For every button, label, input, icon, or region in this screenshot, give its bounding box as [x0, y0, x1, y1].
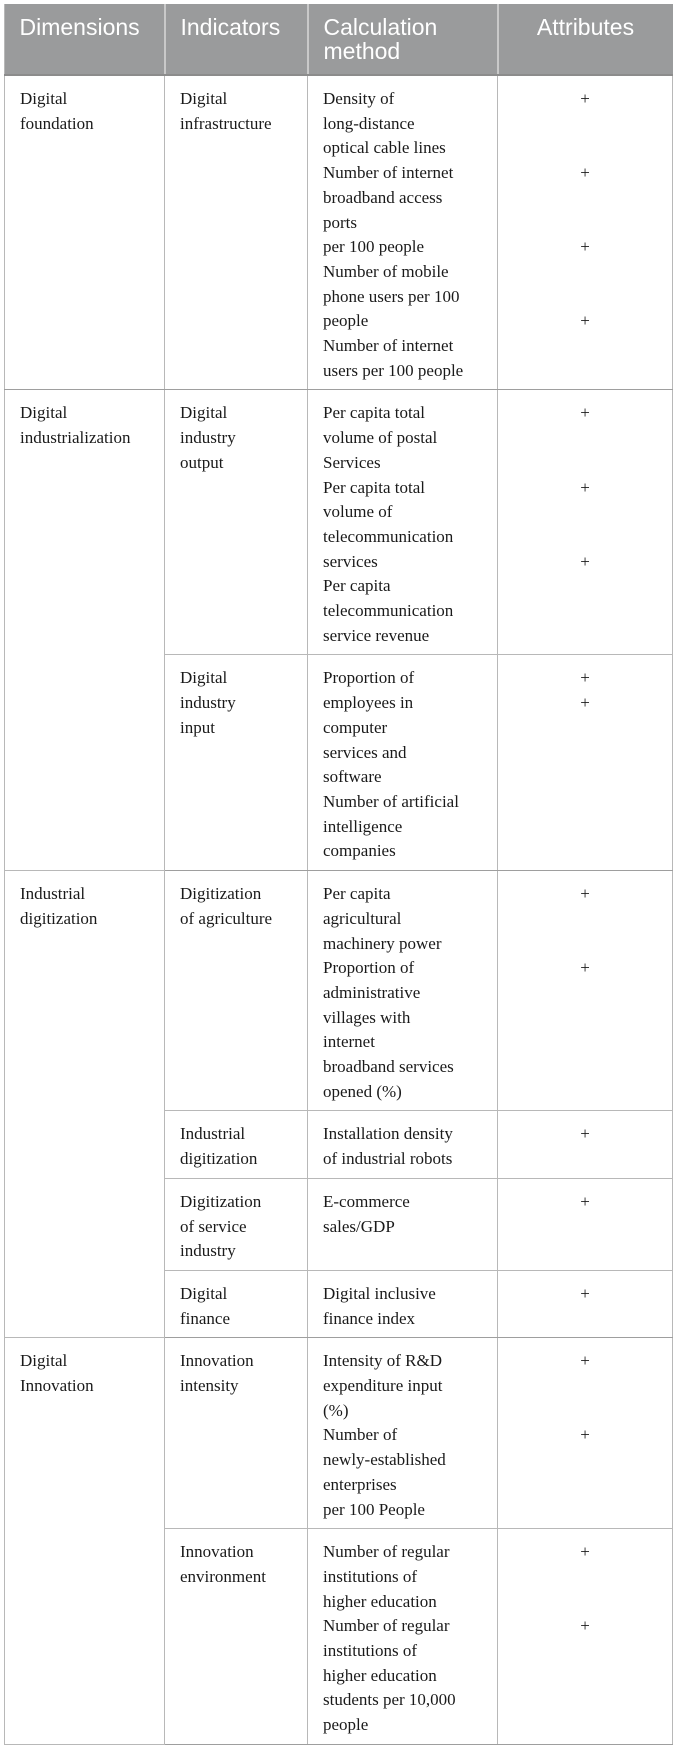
method-text-line: per 100 People — [323, 1499, 425, 1519]
dimension-cell — [5, 75, 165, 390]
attribute-sign: + — [580, 237, 590, 257]
dimension-name-line: Digital — [20, 403, 68, 423]
attributes-cell — [498, 75, 673, 390]
attribute-spacer — [498, 1307, 672, 1332]
method-text-line: newly-established — [323, 1450, 446, 1470]
method-text-line: of industrial robots — [323, 1149, 453, 1169]
attribute-spacer — [498, 359, 672, 384]
method-text-line: villages with — [323, 1007, 411, 1027]
attribute-spacer — [498, 1006, 672, 1031]
indicator-name-line: Digital — [180, 1283, 228, 1303]
attribute-sign: + — [580, 551, 590, 571]
method-text-line: ports — [323, 212, 357, 232]
dimension-name-line: Innovation — [20, 1376, 94, 1396]
method-text-line: Number of regular — [323, 1616, 450, 1636]
method-text-line: users per 100 people — [323, 360, 464, 380]
method-text-line: optical cable lines — [323, 138, 446, 158]
method-text-line: students per 10,000 — [323, 1690, 456, 1710]
method-text-line: Number of regular — [323, 1542, 450, 1562]
indicator-cell — [165, 390, 308, 655]
method-text-line: volume of postal — [323, 428, 438, 448]
attribute-sign: + — [580, 403, 590, 423]
indicator-name-line: industry — [180, 428, 236, 448]
indicator-name-line: of agriculture — [180, 908, 273, 928]
indicator-name-line: Digital — [180, 89, 228, 108]
method-text-line: broadband access — [323, 187, 443, 207]
indicator-name-line: Innovation — [180, 1351, 254, 1371]
attribute-spacer — [498, 1713, 672, 1738]
method-text-line: Density of — [323, 89, 395, 108]
indicator-name-line: industry — [180, 693, 236, 713]
dimension-name-line: foundation — [20, 113, 94, 133]
attribute-spacer — [498, 1374, 672, 1399]
method-text-line: telecommunication — [323, 526, 454, 546]
attribute-spacer — [498, 981, 672, 1006]
attributes-cell — [498, 1270, 673, 1337]
method-text-line: employees in — [323, 693, 414, 713]
method-text-line: Per capita — [323, 884, 391, 904]
indicator-name-line: Digital — [180, 668, 228, 688]
attributes-cell — [498, 1338, 673, 1529]
table-header — [5, 4, 673, 75]
method-text-line: sales/GDP — [323, 1216, 395, 1236]
method-text-line: administrative — [323, 982, 421, 1002]
attribute-sign: + — [580, 1283, 590, 1303]
method-text-line: Number of internet — [323, 336, 454, 356]
attribute-sign: + — [580, 884, 590, 904]
method-text-line: companies — [323, 841, 396, 861]
method-text-line: Intensity of R&D — [323, 1351, 442, 1371]
indicator-name-line: Digitization — [180, 884, 262, 904]
attribute-sign: + — [580, 958, 590, 978]
method-text-line: people — [323, 311, 369, 331]
attributes-cell — [498, 1178, 673, 1270]
header-text-line: Attributes — [536, 14, 635, 40]
method-text-line: Number of mobile — [323, 261, 449, 281]
calculation-method-cell — [308, 871, 498, 1111]
header-text-line: method — [323, 38, 401, 64]
attribute-spacer — [498, 815, 672, 840]
method-text-line: opened (%) — [323, 1081, 402, 1101]
attributes-cell — [498, 1529, 673, 1745]
attribute-spacer — [498, 624, 672, 649]
method-text-line: intelligence — [323, 816, 403, 836]
method-text-line: Services — [323, 452, 381, 472]
attribute-sign: + — [580, 1425, 590, 1445]
dimension-cell — [5, 1338, 165, 1745]
attribute-spacer — [498, 931, 672, 956]
attribute-spacer — [498, 334, 672, 359]
dimension-name-line: Digital — [20, 1351, 68, 1371]
calculation-method-cell — [308, 655, 498, 871]
method-text-line: (%) — [323, 1400, 349, 1420]
indicator-cell — [165, 655, 308, 871]
indicator-name-line: output — [180, 452, 224, 472]
attribute-sign: + — [580, 311, 590, 331]
header-text-line: Indicators — [180, 14, 281, 40]
attributes-cell — [498, 390, 673, 655]
header-calculation-method — [308, 4, 498, 75]
method-text-line: Per capita total — [323, 403, 425, 423]
table-row — [5, 75, 673, 390]
method-text-line: agricultural — [323, 908, 402, 928]
method-text-line: Number of internet — [323, 163, 454, 183]
attribute-sign: + — [580, 1616, 590, 1636]
method-text-line: Per capita — [323, 576, 391, 596]
method-text-line: enterprises — [323, 1474, 397, 1494]
attribute-spacer — [498, 1448, 672, 1473]
method-text-line: internet — [323, 1032, 375, 1052]
attribute-spacer — [498, 1399, 672, 1424]
method-text-line: broadband services — [323, 1057, 454, 1077]
method-text-line: Number of — [323, 1425, 398, 1445]
calculation-method-cell — [308, 1178, 498, 1270]
attribute-spacer — [498, 907, 672, 932]
method-text-line: Number of artificial — [323, 791, 459, 811]
attribute-spacer — [498, 426, 672, 451]
header-text-line: Dimensions — [19, 14, 140, 40]
attributes-cell — [498, 871, 673, 1111]
table-row — [5, 390, 673, 655]
method-text-line: software — [323, 767, 382, 787]
method-text-line: computer — [323, 717, 388, 737]
table-row — [5, 1338, 673, 1529]
dimension-cell — [5, 871, 165, 1338]
indicator-cell — [165, 1270, 308, 1337]
indicator-name-line: Digitization — [180, 1191, 262, 1211]
method-text-line: services — [323, 551, 378, 571]
attribute-spacer — [498, 525, 672, 550]
dimension-name-line: Digital — [20, 89, 68, 108]
indicator-cell — [165, 871, 308, 1111]
method-text-line: machinery power — [323, 933, 442, 953]
attribute-spacer — [498, 1664, 672, 1689]
attribute-spacer — [498, 574, 672, 599]
attribute-spacer — [498, 716, 672, 741]
table-row — [5, 871, 673, 1111]
calculation-method-cell — [308, 1338, 498, 1529]
attribute-sign: + — [580, 477, 590, 497]
attribute-sign: + — [580, 1542, 590, 1562]
attribute-spacer — [498, 186, 672, 211]
method-text-line: institutions of — [323, 1566, 417, 1586]
attribute-spacer — [498, 112, 672, 137]
calculation-method-cell — [308, 390, 498, 655]
attribute-spacer — [498, 1055, 672, 1080]
method-text-line: long-distance — [323, 113, 415, 133]
attribute-sign: + — [580, 693, 590, 713]
attribute-sign: + — [580, 1124, 590, 1144]
indicator-name-line: Innovation — [180, 1542, 254, 1562]
header-attributes — [498, 4, 673, 75]
indicator-name-line: Industrial — [180, 1124, 246, 1144]
method-text-line: finance index — [323, 1308, 416, 1328]
method-text-line: higher education — [323, 1591, 437, 1611]
method-text-line: volume of — [323, 502, 393, 522]
attribute-spacer — [498, 599, 672, 624]
indicator-name-line: digitization — [180, 1149, 258, 1169]
indicator-system-table — [4, 4, 673, 1745]
indicator-name-line: finance — [180, 1308, 231, 1328]
method-text-line: Installation density — [323, 1124, 453, 1144]
indicator-cell — [165, 1111, 308, 1178]
indicator-cell — [165, 1529, 308, 1745]
attribute-spacer — [498, 260, 672, 285]
attribute-sign: + — [580, 1351, 590, 1371]
indicator-name-line: infrastructure — [180, 113, 272, 133]
method-text-line: institutions of — [323, 1641, 417, 1661]
header-row — [5, 4, 673, 75]
method-text-line: Proportion of — [323, 668, 415, 688]
indicator-cell — [165, 1338, 308, 1529]
method-text-line: service revenue — [323, 625, 430, 645]
indicator-name-line: intensity — [180, 1376, 239, 1396]
calculation-method-cell — [308, 1111, 498, 1178]
attributes-cell — [498, 1111, 673, 1178]
method-text-line: people — [323, 1715, 369, 1735]
indicator-cell — [165, 1178, 308, 1270]
attribute-spacer — [498, 1147, 672, 1172]
header-text-line: Calculation — [323, 14, 438, 40]
dimension-name-line: digitization — [20, 908, 98, 928]
indicator-name-line: industry — [180, 1241, 236, 1261]
attribute-sign: + — [580, 1191, 590, 1211]
attribute-spacer — [498, 1215, 672, 1240]
attribute-spacer — [498, 136, 672, 161]
attribute-spacer — [498, 765, 672, 790]
indicator-name-line: environment — [180, 1566, 266, 1586]
attribute-spacer — [498, 210, 672, 235]
attribute-spacer — [498, 839, 672, 864]
attributes-cell — [498, 655, 673, 871]
method-text-line: Per capita total — [323, 477, 425, 497]
dimension-name-line: Industrial — [20, 884, 86, 904]
indicator-name-line: Digital — [180, 403, 228, 423]
attribute-spacer — [498, 1565, 672, 1590]
indicator-cell — [165, 75, 308, 390]
attribute-spacer — [498, 1639, 672, 1664]
method-text-line: Digital inclusive — [323, 1283, 436, 1303]
method-text-line: E-commerce — [323, 1191, 410, 1211]
attribute-spacer — [498, 1080, 672, 1105]
dimension-cell — [5, 390, 165, 871]
attribute-spacer — [498, 285, 672, 310]
method-text-line: expenditure input — [323, 1376, 443, 1396]
method-text-line: per 100 people — [323, 237, 425, 257]
indicator-name-line: input — [180, 717, 215, 737]
method-text-line: Proportion of — [323, 958, 415, 978]
calculation-method-cell — [308, 75, 498, 390]
attribute-spacer — [498, 1688, 672, 1713]
attribute-sign: + — [580, 163, 590, 183]
header-indicators — [165, 4, 308, 75]
attribute-spacer — [498, 790, 672, 815]
method-text-line: phone users per 100 — [323, 286, 460, 306]
calculation-method-cell — [308, 1529, 498, 1745]
attribute-sign: + — [580, 89, 590, 108]
attribute-spacer — [498, 1498, 672, 1523]
table-body — [5, 75, 673, 1744]
attribute-spacer — [498, 741, 672, 766]
attribute-spacer — [498, 1473, 672, 1498]
indicator-name-line: of service — [180, 1216, 247, 1236]
dimension-name-line: industrialization — [20, 428, 131, 448]
attribute-spacer — [498, 500, 672, 525]
method-text-line: telecommunication — [323, 601, 454, 621]
attribute-spacer — [498, 1030, 672, 1055]
calculation-method-cell — [308, 1270, 498, 1337]
attribute-spacer — [498, 451, 672, 476]
method-text-line: services and — [323, 742, 407, 762]
attribute-spacer — [498, 1590, 672, 1615]
header-dimensions — [5, 4, 165, 75]
method-text-line: higher education — [323, 1665, 437, 1685]
attribute-sign: + — [580, 668, 590, 688]
